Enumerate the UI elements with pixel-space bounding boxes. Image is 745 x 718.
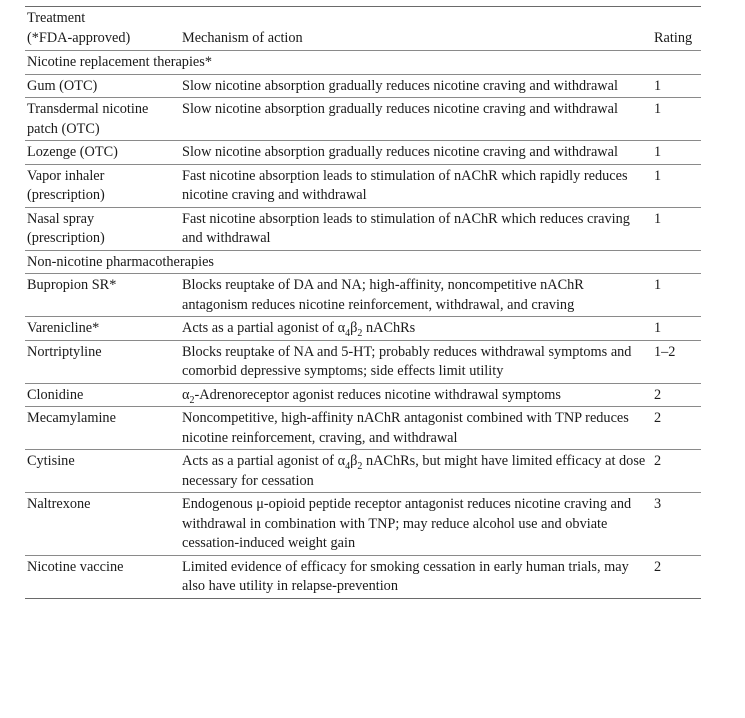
mechanism-cell: Endogenous μ-opioid peptide receptor antagonist reduces nicotine craving and withdrawal in combination with TNP; may reduce alcohol use and obviate cessation-induced weight gain [182, 496, 632, 551]
table-bottom-rule [25, 598, 701, 599]
mechanism-cell: Slow nicotine absorption gradually reduces nicotine craving and withdrawal [182, 77, 618, 94]
table-header-row [25, 7, 701, 50]
rating-cell: 2 [654, 386, 662, 403]
mechanism-cell [182, 319, 652, 339]
treatment-cell: Varenicline* [27, 320, 100, 336]
table-row [25, 384, 701, 407]
subscript: 2 [357, 327, 363, 339]
mechanism-cell: Blocks reuptake of DA and NA; high-affinity, noncompetitive nAChR antagonism reduces nicotine reinforcement, withdrawal, and craving [182, 277, 584, 313]
rating-cell: 1 [654, 277, 662, 293]
table-row [25, 450, 701, 492]
treatment-cell: Nicotine vaccine [27, 558, 124, 575]
mechanism-cell: Slow nicotine absorption gradually reduces nicotine craving and withdrawal [182, 101, 618, 117]
treatment-cell: Lozenge (OTC) [27, 144, 118, 160]
table-row [25, 141, 701, 164]
mechanism-text: β [350, 320, 358, 336]
rating-cell: 3 [654, 496, 662, 512]
mechanism-cell: Slow nicotine absorption gradually reduces nicotine craving and withdrawal [182, 144, 618, 160]
table-row [25, 407, 701, 449]
table-row [25, 493, 701, 555]
table-row [25, 341, 701, 383]
treatment-cell: Nortriptyline [27, 343, 102, 360]
header-rating: Rating [654, 29, 693, 46]
rating-cell: 1–2 [654, 343, 676, 360]
mechanism-cell: Fast nicotine absorption leads to stimulation of nAChR which reduces craving and withdrawal [182, 210, 630, 246]
table-row [25, 317, 701, 340]
table-row [25, 98, 701, 140]
rating-cell: 1 [654, 167, 662, 184]
treatment-cell: Bupropion SR* [27, 277, 117, 293]
header-treatment-line1: Treatment [27, 10, 86, 26]
mechanism-cell [182, 386, 652, 406]
header-mechanism: Mechanism of action [182, 29, 303, 46]
mechanism-cell: Blocks reuptake of NA and 5-HT; probably reduces withdrawal symptoms and comorbid depressive symptoms; side effects limit utility [182, 343, 632, 379]
mechanism-text: α [182, 386, 190, 403]
table-row [25, 75, 701, 98]
subscript: 2 [357, 460, 363, 472]
mechanism-cell: Noncompetitive, high-affinity nAChR antagonist combined with TNP reduces nicotine reinforcement, craving, and withdrawal [182, 410, 629, 446]
rating-cell: 1 [654, 101, 662, 117]
mechanism-text: β [350, 453, 358, 469]
mechanism-text: nAChRs, but might have limited efficacy at dose necessary for cessation [182, 453, 646, 489]
rating-cell: 2 [654, 453, 662, 469]
mechanism-text: nAChRs [362, 320, 416, 336]
rating-cell: 1 [654, 144, 662, 160]
table-row [25, 208, 701, 250]
section-non-nicotine: Non-nicotine pharmacotherapies [27, 253, 214, 270]
subscript: 4 [345, 460, 351, 472]
treatment-cell: Transdermal nicotine patch (OTC) [27, 101, 149, 137]
table-row [25, 556, 701, 598]
subscript: 4 [345, 327, 351, 339]
treatment-cell: Gum (OTC) [27, 77, 98, 94]
rating-cell: 1 [654, 210, 662, 227]
rating-cell: 1 [654, 320, 662, 336]
mechanism-text: Acts as a partial agonist of α [182, 320, 346, 336]
rating-cell: 2 [654, 410, 662, 426]
mechanism-cell [182, 452, 652, 491]
section-nrt: Nicotine replacement therapies* [27, 54, 212, 70]
mechanism-cell: Fast nicotine absorption leads to stimulation of nAChR which rapidly reduces nicotine craving and withdrawal [182, 167, 628, 203]
table-row [25, 274, 701, 316]
header-treatment [25, 9, 182, 48]
mechanism-cell: Limited evidence of efficacy for smoking cessation in early human trials, may also have utility in relapse-prevention [182, 558, 629, 594]
rating-cell: 1 [654, 77, 662, 94]
treatment-cell: Vapor inhaler (prescription) [27, 167, 105, 203]
header-treatment-line2: (*FDA-approved) [27, 29, 131, 46]
treatment-table [25, 6, 701, 599]
rating-cell: 2 [654, 558, 662, 575]
treatment-cell: Cytisine [27, 453, 75, 469]
table-row [25, 165, 701, 207]
treatment-cell: Nasal spray (prescription) [27, 210, 105, 246]
treatment-cell: Naltrexone [27, 496, 91, 512]
treatment-cell: Clonidine [27, 386, 84, 403]
mechanism-text: Acts as a partial agonist of α [182, 453, 346, 469]
treatment-cell: Mecamylamine [27, 410, 116, 426]
mechanism-text: -Adrenoreceptor agonist reduces nicotine withdrawal symptoms [194, 386, 561, 403]
subscript: 2 [189, 394, 195, 406]
